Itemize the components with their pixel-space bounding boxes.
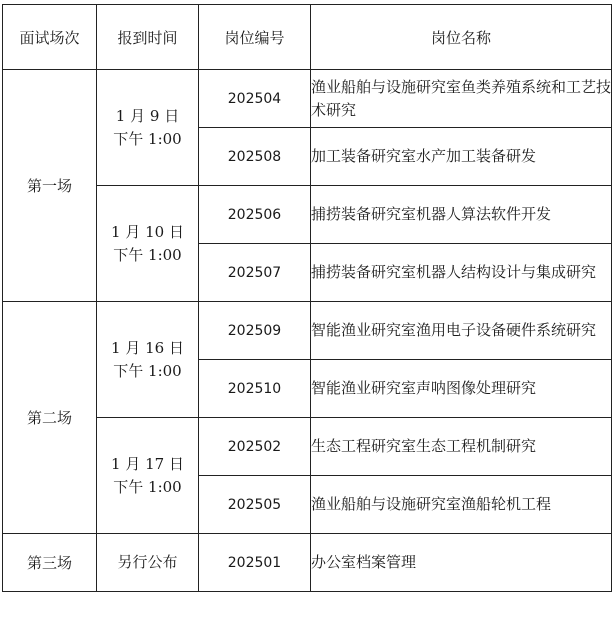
report-time-cell: 另行公布 (97, 534, 199, 592)
table-row (3, 534, 612, 592)
report-date: 1 月 9 日 (115, 106, 180, 125)
position-name: 办公室档案管理 (311, 534, 612, 592)
report-clock: 下午 1:00 (113, 361, 182, 380)
position-name: 加工装备研究室水产加工装备研发 (311, 128, 612, 186)
position-code: 202504 (199, 70, 311, 128)
header-row (3, 5, 612, 70)
position-name: 渔业船舶与设施研究室鱼类养殖系统和工艺技术研究 (311, 70, 612, 128)
position-code: 202507 (199, 244, 311, 302)
position-code: 202502 (199, 418, 311, 476)
position-name: 捕捞装备研究室机器人结构设计与集成研究 (311, 244, 612, 302)
session-label: 第二场 (3, 302, 97, 534)
session-label: 第三场 (3, 534, 97, 592)
table-row (3, 70, 612, 128)
position-code: 202505 (199, 476, 311, 534)
report-clock: 下午 1:00 (113, 245, 182, 264)
position-code: 202506 (199, 186, 311, 244)
position-name: 捕捞装备研究室机器人算法软件开发 (311, 186, 612, 244)
position-code: 202509 (199, 302, 311, 360)
report-time-cell (97, 186, 199, 302)
position-name: 智能渔业研究室渔用电子设备硬件系统研究 (311, 302, 612, 360)
report-clock: 下午 1:00 (113, 129, 182, 148)
report-date: 1 月 10 日 (111, 222, 184, 241)
report-time-cell (97, 418, 199, 534)
header-position-name: 岗位名称 (311, 5, 612, 70)
report-time-cell (97, 302, 199, 418)
report-time-cell (97, 70, 199, 186)
position-code: 202501 (199, 534, 311, 592)
table-row (3, 302, 612, 360)
header-position-code: 岗位编号 (199, 5, 311, 70)
session-label: 第一场 (3, 70, 97, 302)
position-name: 渔业船舶与设施研究室渔船轮机工程 (311, 476, 612, 534)
header-session: 面试场次 (3, 5, 97, 70)
position-code: 202508 (199, 128, 311, 186)
report-clock: 下午 1:00 (113, 477, 182, 496)
position-name: 生态工程研究室生态工程机制研究 (311, 418, 612, 476)
interview-schedule-table (2, 4, 612, 592)
report-date: 1 月 17 日 (111, 454, 184, 473)
report-date: 1 月 16 日 (111, 338, 184, 357)
position-name: 智能渔业研究室声呐图像处理研究 (311, 360, 612, 418)
header-report-time: 报到时间 (97, 5, 199, 70)
position-code: 202510 (199, 360, 311, 418)
